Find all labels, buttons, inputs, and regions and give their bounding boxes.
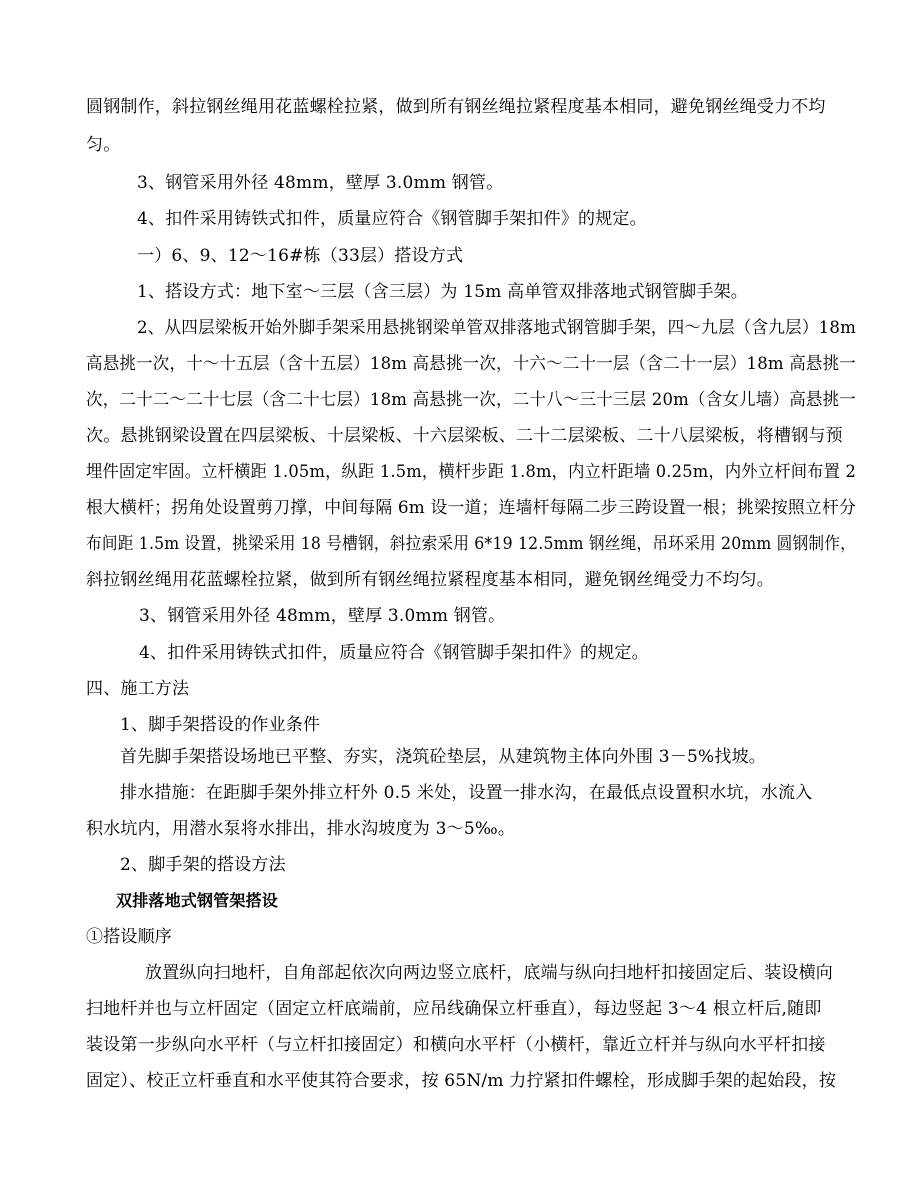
text-line: 3、钢管采用外径 48mm，壁厚 3.0mm 钢管。: [139, 606, 506, 626]
text-line: 3、钢管采用外径 48mm，壁厚 3.0mm 钢管。: [137, 173, 504, 193]
numbered-heading: ①搭设顺序: [86, 927, 172, 947]
text-line: 2、从四层梁板开始外脚手架采用悬挑钢梁单管双排落地式钢管脚手架，四～九层（含九层）18m: [137, 318, 856, 338]
text-line: 次。悬挑钢梁设置在四层梁板、十层梁板、十六层梁板、二十二层梁板、二十八层梁板，将槽钢与预: [86, 426, 843, 446]
section-heading: 一）6、9、12～16#栋（33层）搭设方式: [137, 246, 464, 266]
text-line: 1、搭设方式：地下室～三层（含三层）为 15m 高单管双排落地式钢管脚手架。: [137, 282, 748, 302]
text-line: 首先脚手架搭设场地已平整、夯实，浇筑砼垫层，从建筑物主体向外围 3－5%找坡。: [120, 747, 766, 767]
text-line: 4、扣件采用铸铁式扣件，质量应符合《钢管脚手架扣件》的规定。: [139, 643, 649, 663]
text-line: 根大横杆；拐角处设置剪刀撑，中间每隔 6m 设一道；连墙杆每隔二步三跨设置一根；挑梁按照立杆分: [86, 498, 856, 518]
text-line: 次，二十二～二十七层（含二十七层）18m 高悬挑一次，二十八～三十三层 20m（含女儿墙）高悬挑一: [86, 390, 856, 410]
text-line: 圆钢制作，斜拉钢丝绳用花蓝螺栓拉紧，做到所有钢丝绳拉紧程度基本相同，避免钢丝绳受力不均: [86, 97, 826, 117]
text-line: 装设第一步纵向水平杆（与立杆扣接固定）和横向水平杆（小横杆，靠近立杆并与纵向水平杆扣接: [86, 1035, 826, 1055]
text-line: 固定）、校正立杆垂直和水平使其符合要求，按 65N/m 力拧紧扣件螺栓，形成脚手架的起始段，按: [86, 1071, 837, 1091]
text-line: 埋件固定牢固。立杆横距 1.05m，纵距 1.5m，横杆步距 1.8m，内立杆距墙 0.25m，内外立杆间布置 2: [86, 462, 856, 482]
text-line: 匀。: [86, 135, 121, 155]
bold-heading: 双排落地式钢管架搭设: [116, 891, 279, 910]
section-heading: 四、施工方法: [86, 679, 190, 699]
text-line: 4、扣件采用铸铁式扣件，质量应符合《钢管脚手架扣件》的规定。: [137, 209, 647, 229]
text-line: 排水措施：在距脚手架外排立杆外 0.5 米处，设置一排水沟，在最低点设置积水坑，水流入: [120, 783, 813, 803]
text-line: 扫地杆并也与立杆固定（固定立杆底端前，应吊线确保立杆垂直），每边竖起 3～4 根立杆后,随即: [86, 999, 822, 1019]
subsection-heading: 1、脚手架搭设的作业条件: [120, 715, 321, 735]
text-line: 放置纵向扫地杆，自角部起依次向两边竖立底杆，底端与纵向扫地杆扣接固定后、装设横向: [145, 963, 833, 983]
text-line: 斜拉钢丝绳用花蓝螺栓拉紧，做到所有钢丝绳拉紧程度基本相同，避免钢丝绳受力不均匀。: [86, 570, 774, 590]
text-line: 高悬挑一次，十～十五层（含十五层）18m 高悬挑一次，十六～二十一层（含二十一层）18m 高悬挑一: [86, 354, 856, 374]
subsection-heading: 2、脚手架的搭设方法: [120, 855, 286, 875]
text-line: 积水坑内，用潜水泵将水排出，排水沟坡度为 3～5‰。: [86, 819, 516, 839]
text-line: 布间距 1.5m 设置，挑梁采用 18 号槽钢，斜拉索采用 6*19 12.5mm 钢丝绳，吊环采用 20mm 圆钢制作，: [86, 534, 856, 554]
